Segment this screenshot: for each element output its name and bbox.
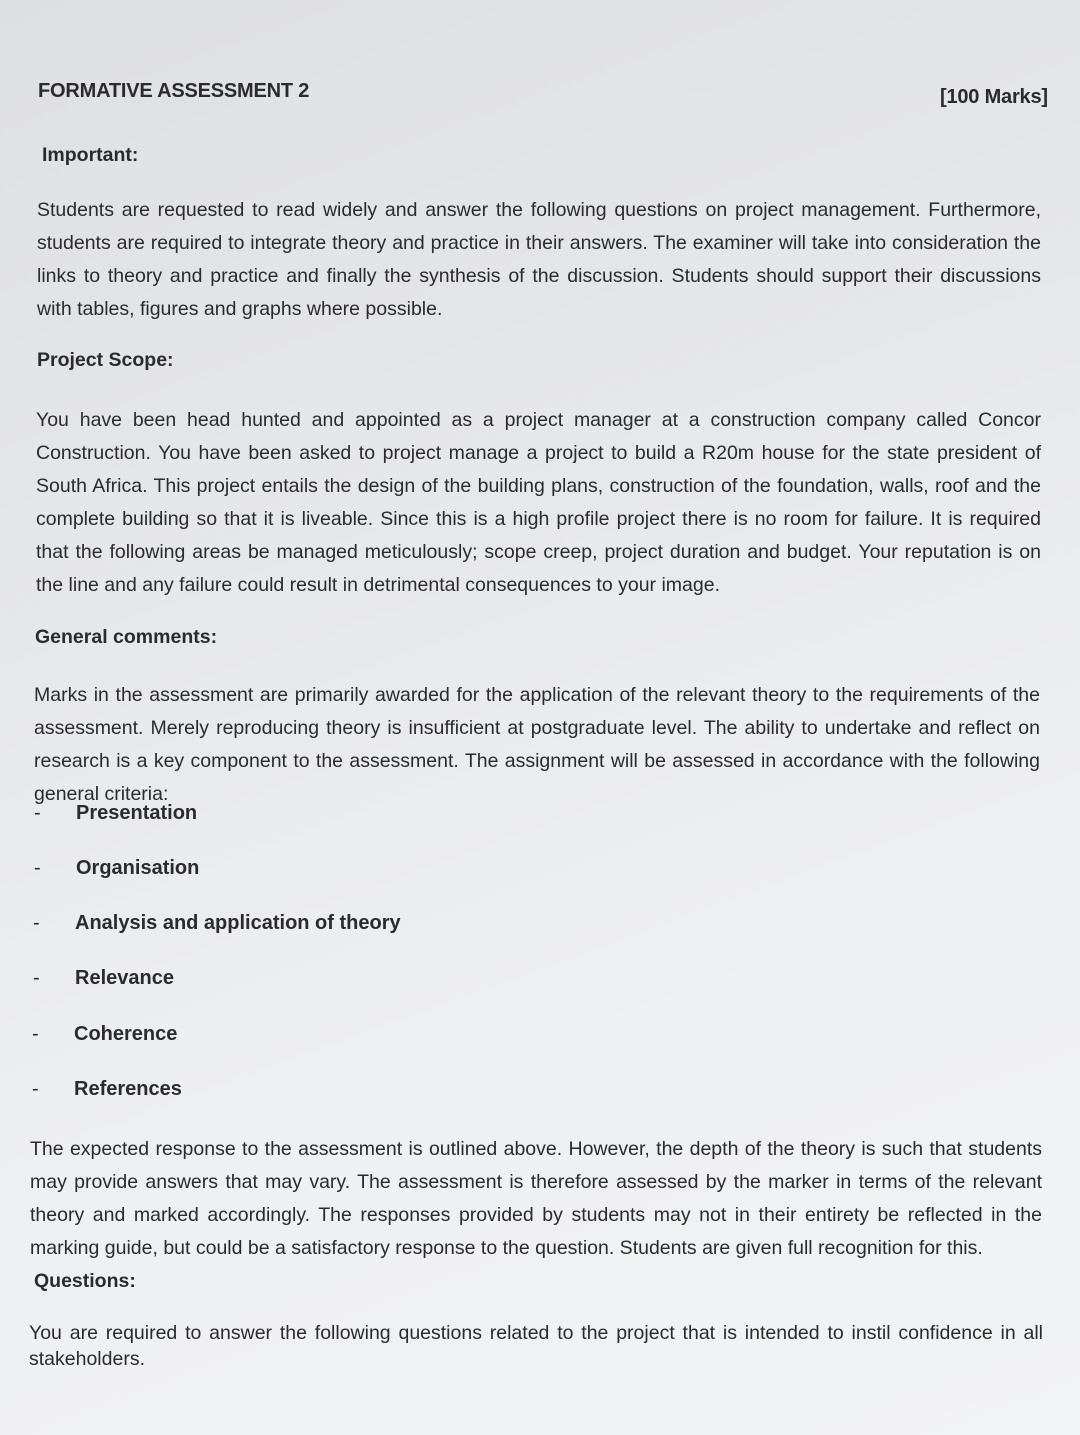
- criteria-item-label: References: [74, 1078, 182, 1100]
- dash-marker: -: [33, 967, 40, 989]
- closing-paragraph: The expected response to the assessment is outlined above. However, the depth of the theory is such that students may provide answers that may vary. The assessment is therefore assessed by the marker in terms of the relevant theory and marked accordingly. The responses provided by students may not in their entirety be reflected in the marking guide, but could be a satisfactory response to the question. Students are given full recognition for this.: [30, 1138, 1042, 1259]
- general-comments-paragraph: Marks in the assessment are primarily awarded for the application of the relevant theory to the requirements of the assessment. Merely reproducing theory is insufficient at postgraduate level. The ability to undertake and reflect on research is a key component to the assessment. The assignment will be assessed in accordance with the following general criteria:: [34, 684, 1040, 805]
- dash-marker: -: [32, 1023, 39, 1045]
- criteria-item-label: Analysis and application of theory: [75, 912, 401, 934]
- criteria-item-label: Relevance: [75, 967, 174, 989]
- criteria-item-label: Organisation: [76, 857, 200, 879]
- important-heading: Important:: [42, 144, 139, 166]
- general-comments-heading: General comments:: [35, 626, 218, 648]
- criteria-item-label: Coherence: [74, 1023, 178, 1045]
- dash-marker: -: [34, 857, 41, 879]
- criteria-item-label: Presentation: [76, 802, 198, 824]
- important-paragraph: Students are requested to read widely and answer the following questions on project management. Furthermore, students are required to integrate theory and practice in their answers. The examiner will take into consideration the links to theory and practice and finally the synthesis of the discussion. Students should support their discussions with tables, figures and graphs where possible.: [37, 199, 1041, 320]
- questions-paragraph: You are required to answer the following questions related to the project that is intended to instil confidence in all stakeholders.: [29, 1322, 1043, 1370]
- project-scope-heading: Project Scope:: [37, 349, 174, 371]
- dash-marker: -: [33, 912, 40, 934]
- total-marks: [100 Marks]: [940, 86, 1048, 108]
- dash-marker: -: [32, 1078, 39, 1100]
- dash-marker: -: [34, 802, 41, 824]
- project-scope-paragraph: You have been head hunted and appointed as a project manager at a construction company called Concor Construction. You have been asked to project manage a project to build a R20m house for the state president of South Africa. This project entails the design of the building plans, construction of the foundation, walls, roof and the complete building so that it is liveable. Since this is a high profile project there is no room for failure. It is required that the following areas be managed meticulously; scope creep, project duration and budget. Your reputation is on the line and any failure could result in detrimental consequences to your image.: [36, 409, 1041, 596]
- document-title: FORMATIVE ASSESSMENT 2: [38, 80, 310, 102]
- questions-heading: Questions:: [34, 1270, 136, 1292]
